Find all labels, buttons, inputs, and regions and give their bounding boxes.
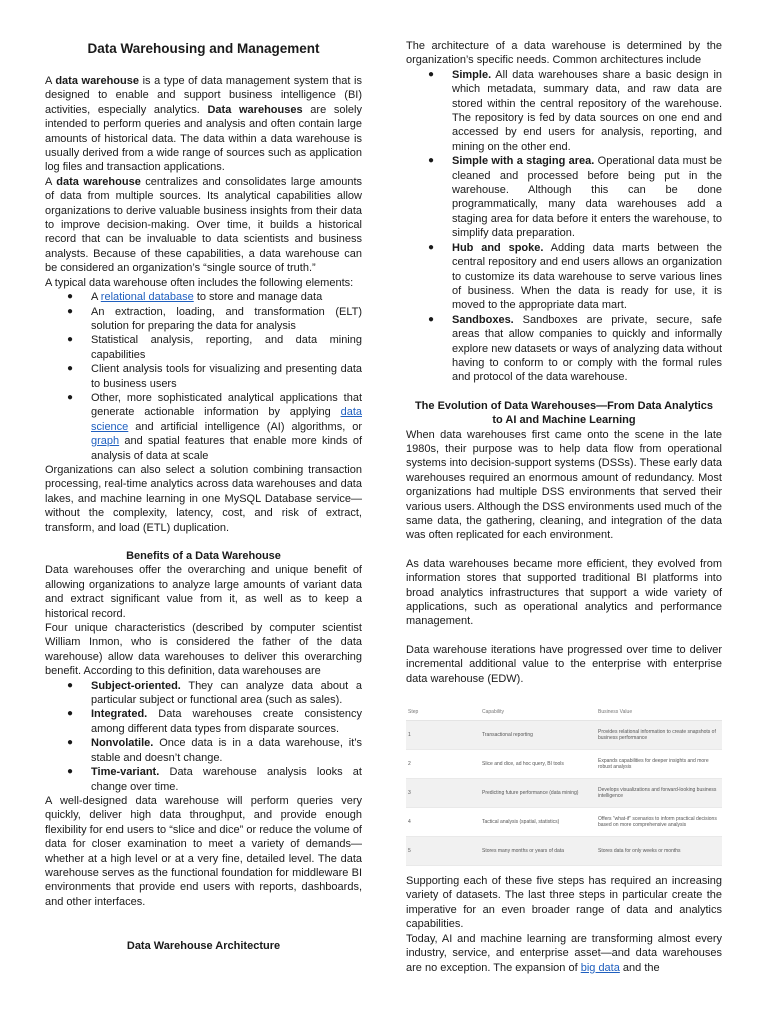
list-item: ● Hub and spoke. Adding data marts between the central repository and end users allows an organization to customize its data warehouse to serve various lines of business. When the data is ready for use, it is moved to the appropriate data mart. [428,241,722,312]
bullet-icon: ● [67,391,74,403]
bullet-icon: ● [428,241,435,253]
bullet-icon: ● [67,708,74,720]
bullet-icon: ● [67,737,74,749]
bullet-icon: ● [428,155,435,167]
centralization-paragraph: A data warehouse centralizes and consolidates large amounts of data from multiple sources. Its analytical capabilities allow organizations to derive valuable business insights from their data to improve decision-making. Over time, it builds a historical record that can be invaluable to data scientists and business analysts. Because of these capabilities, a data warehouse can be considered an organization’s “single source of truth.” [45,175,363,275]
list-item: ● Time-variant. Data warehouse analysis looks at change over time. [67,766,362,793]
bullet-icon: ● [428,68,435,80]
intro-paragraph: A data warehouse is a type of data management system that is designed to enable and support business intelligence (BI) activities, especially analytics. Data warehouses are solely intended to perform queries and analysis and often contain large amounts of historical data. The data within a data warehouse is usually derived from a wide range of sources such as application log files and transaction applications. [45,75,362,174]
bullet-icon: ● [67,334,74,346]
bullet-icon: ● [67,291,74,303]
list-item: ● Nonvolatile. Once data is in a data warehouse, it’s stable and doesn’t change. [67,737,362,764]
iterations-paragraph: Data warehouse iterations have progressed over time to deliver incremental additional value to the enterprise with enterprise data warehouse (EDW). [406,643,722,685]
bullet-icon: ● [67,679,74,691]
bullet-icon: ● [428,313,435,325]
list-item: ● Other, more sophisticated analytical applications that generate actionable information by applying data science and artificial intelligence (AI) algorithms, or graph and spatial features that enable more kinds of analysis of data at scale [67,391,362,462]
relational-database-link[interactable]: relational database [100,291,194,304]
benefits-paragraph: Data warehouses offer the overarching and unique benefit of allowing organizations to analyze large amounts of variant data and extract significant value from it, as well as to keep a historical record. [45,564,362,620]
bullet-icon: ● [67,363,74,375]
bullet-icon: ● [67,766,74,778]
list-item: ● Sandboxes. Sandboxes are private, secure, safe areas that allow companies to quickly and informally explore new datasets or ways of analyzing data without having to conform to or comply with the formal rules and protocol of the data warehouse. [428,313,722,384]
design-paragraph: A well-designed data warehouse will perform queries very quickly, deliver high data throughput, and provide enough flexibility for end users to “slice and dice” or reduce the volume of data for closer examination to meet a variety of demands—whether at a high level or at a very fine, detailed level. The data warehouse serves as the functional foundation for middleware BI environments that provide end users with reports, dashboards, and other interfaces. [45,794,362,908]
efficiency-paragraph: As data warehouses became more efficient, they evolved from information stores that supported traditional BI platforms into broad analytics infrastructures that support a wide variety of applications, such as operational analytics and performance management. [406,557,722,628]
elements-list [45,290,362,463]
evolution-paragraph: When data warehouses first came onto the scene in the late 1980s, their purpose was to help data flow from operational systems into decision-support systems (DSSs). These early data warehouses required an enormous amount of redundancy. Most organizations had multiple DSS environments that served their various users. Although the DSS environments used much of the same data, the gathering, cleaning, and integration of the data was often replicated for each environment. [406,428,722,542]
table-row: 5 Stores many months or years of data Stores data for only weeks or months [406,837,722,866]
traits-list [45,679,362,794]
list-item: ● A relational database to store and manage data [67,291,323,304]
table-row: 2 Slice and dice, ad hoc query, BI tools Expands capabilities for deeper insights and more robust analysis [406,750,722,779]
graph-link[interactable]: graph [91,435,120,448]
table-row: 3 Predicting future performance (data mining) Develops visualizations and forward-looking business intelligence [406,779,722,808]
list-item: ● An extraction, loading, and transformation (ELT) solution for preparing the data for analysis [67,305,362,332]
column-header-step: Step [406,704,480,721]
left-column [45,0,362,954]
benefits-heading: Benefits of a Data Warehouse [126,550,281,562]
column-header-capability: Capability [480,704,596,721]
mysql-paragraph: Organizations can also select a solution combining transaction processing, real-time analytics across data warehouses and data lakes, and machine learning in one MySQL Database service—without the complexity, latency, cost, and risk of extract, transform, and load (ETL) duplication. [45,463,362,534]
list-item: ● Subject-oriented. They can analyze data about a particular subject or functional area (such as sales). [67,679,362,707]
table-row: 1 Transactional reporting Provides relational information to create snapshots of business performance [406,721,722,750]
ai-paragraph: Today, AI and machine learning are transforming almost every industry, service, and enterprise asset—and data warehouses are no exception. The expansion of big data and the [406,932,722,974]
list-item: ● Simple with a staging area. Operational data must be cleaned and processed before being put in the warehouse. Although this can be done programmatically, many data warehouses add a staging area for data before it enters the warehouse, to simplify data preparation. [428,155,722,240]
list-item: ● Statistical analysis, reporting, and data mining capabilities [67,334,362,361]
column-header-value: Business Value [596,704,722,721]
list-item: ● Simple. All data warehouses share a basic design in which metadata, summary data, and raw data are stored within the central repository of the warehouse. The repository is fed by data sources on one end and accessed by end users for analysis, reporting, and mining on the other end. [428,68,722,153]
bullet-icon: ● [67,305,74,317]
big-data-link[interactable]: big data [580,961,620,974]
data-science-link[interactable]: data science [91,406,362,433]
inmon-paragraph: Four unique characteristics (described by computer scientist William Inmon, who is considered the father of the data warehouse) allow data warehouses to deliver this overarching benefit. According to this definition, data warehouses are [45,622,362,678]
table-row: 4 Tactical analysis (spatial, statistics) Offers “what-if” scenarios to inform practical decisions based on more comprehensive analysis [406,808,722,837]
architectures-list [406,68,722,385]
table-header-row [406,704,722,721]
edw-steps-table [406,704,722,866]
datasets-paragraph: Supporting each of these five steps has required an increasing variety of datasets. The last three steps in particular create the imperative for an even broader range of data and analytics capabilities. [406,875,722,931]
architecture-heading: Data Warehouse Architecture [126,940,281,953]
page-title: Data Warehousing and Management [87,41,320,56]
right-column [406,39,722,975]
list-item: ● Integrated. Data warehouses create consistency among different data types from disparate sources. [67,708,362,735]
elements-intro: A typical data warehouse often includes the following elements: [45,276,354,289]
architecture-intro: The architecture of a data warehouse is determined by the organization’s specific needs. Common architectures include [406,40,722,67]
list-item: ● Client analysis tools for visualizing and presenting data to business users [67,363,362,390]
evolution-heading: The Evolution of Data Warehouses—From Data Analytics to AI and Machine Learning [414,399,714,427]
